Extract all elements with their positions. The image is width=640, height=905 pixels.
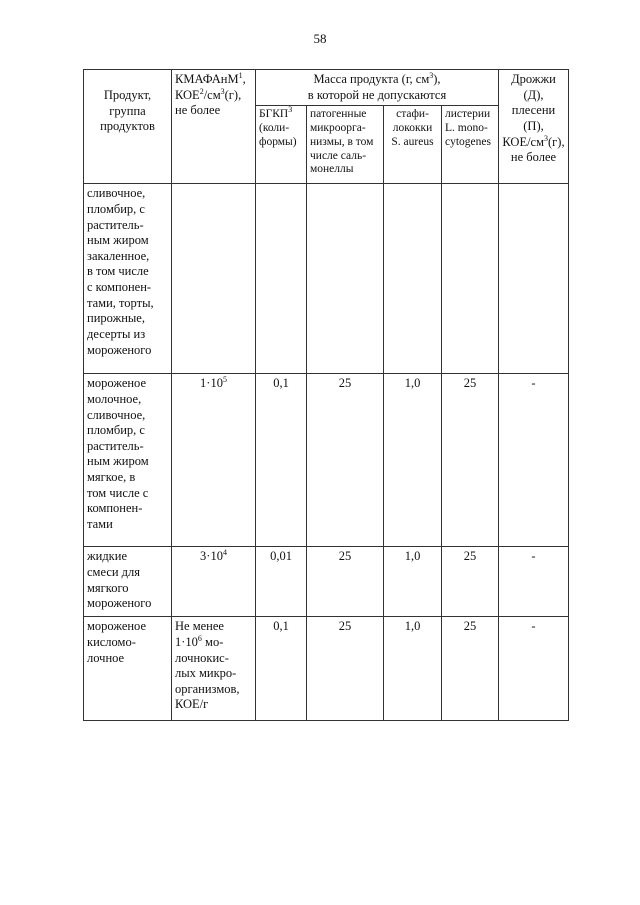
listeria-cell: 25	[442, 547, 499, 617]
kmafanm-exponent: 4	[222, 548, 227, 558]
listeria-cell: 25	[442, 374, 499, 547]
yeast-cell: -	[499, 547, 569, 617]
table-row	[84, 184, 569, 374]
kmafanm-sup1: 1	[238, 70, 243, 80]
header-pathogenic	[307, 106, 384, 184]
product-name: мороженое молочное, сливочное, пломбир, с раститель- ным жиром мягкое, в том числе с компонен- тами	[87, 376, 149, 531]
kmafanm-sup3: 3	[220, 86, 225, 96]
staph-cell: 1,0	[384, 547, 442, 617]
kmafanm-cell	[172, 374, 256, 547]
yeast-cell	[499, 184, 569, 374]
bgkp-cell: 0,1	[256, 374, 307, 547]
kmafanm-prefix: Не менее	[175, 619, 224, 634]
kmafanm-text: КМАФАнМ	[175, 72, 239, 86]
pathogenic-label: патогенные микроорга- низмы, в том числе саль- монеллы	[310, 108, 374, 176]
kmafanm-value: 3·10	[200, 549, 223, 564]
staph-cell: 1,0	[384, 617, 442, 721]
table-row	[84, 547, 569, 617]
product-cell	[84, 547, 172, 617]
bgkp-sup: 3	[288, 105, 293, 115]
mass-sup: 3	[429, 70, 434, 80]
header-listeria	[442, 106, 499, 184]
table-row	[84, 617, 569, 721]
bgkp-cell	[256, 184, 307, 374]
kmafanm-cell	[172, 184, 256, 374]
yeast-sup: 3	[544, 133, 549, 143]
header-product	[84, 70, 172, 184]
kmafanm-unit-mid: /см	[203, 87, 221, 102]
bgkp-cell: 0,01	[256, 547, 307, 617]
header-bgkp	[256, 106, 307, 184]
kmafanm-cell	[172, 617, 256, 721]
yeast-cell: -	[499, 617, 569, 721]
header-product-label: Продукт, группа продуктов	[100, 88, 155, 134]
staph-label: стафи- лококки S. aureus	[391, 108, 434, 148]
header-mass	[256, 70, 499, 106]
product-name: сливочное, пломбир, с раститель- ным жиром закаленное, в том числе с компонен- тами, торты, пирожные, десерты из мороженого	[87, 186, 154, 357]
kmafanm-exponent: 5	[222, 375, 227, 385]
yeast-text-post: (г), не более	[510, 134, 565, 165]
yeast-cell: -	[499, 374, 569, 547]
pathogenic-cell: 25	[307, 617, 384, 721]
header-row-1	[84, 70, 569, 106]
bgkp-text: БГКП	[259, 108, 289, 121]
staph-cell: 1,0	[384, 374, 442, 547]
product-name: жидкие смеси для мягкого мороженого	[87, 549, 152, 611]
header-yeast	[499, 70, 569, 184]
kmafanm-sup2: 2	[199, 86, 204, 96]
kmafanm-exponent: 6	[197, 633, 202, 643]
product-name: мороженое кисломо- лочное	[87, 619, 147, 665]
kmafanm-value: 1·10	[200, 376, 223, 391]
product-cell	[84, 374, 172, 547]
mass-text: Масса продукта (г, см	[313, 72, 430, 86]
listeria-label: листерии L. mono- cytogenes	[445, 108, 491, 148]
pathogenic-cell: 25	[307, 374, 384, 547]
header-kmafanm	[172, 70, 256, 184]
pathogenic-cell: 25	[307, 547, 384, 617]
header-staph	[384, 106, 442, 184]
yeast-text: Дрожжи (Д), плесени (П), КОЕ/см	[502, 72, 556, 149]
pathogenic-cell	[307, 184, 384, 374]
product-cell	[84, 617, 172, 721]
kmafanm-unit: , КОЕ	[175, 72, 246, 102]
kmafanm-limit: (г), не более	[175, 87, 242, 118]
page-number: 58	[313, 31, 327, 46]
kmafanm-value: 1·10	[175, 634, 198, 649]
listeria-cell	[442, 184, 499, 374]
listeria-cell: 25	[442, 617, 499, 721]
bgkp-text-post: (коли- формы)	[259, 122, 297, 148]
mass-text-post: ), в которой не допускаются	[307, 72, 447, 102]
kmafanm-note: мо- лочнокис- лых микро- организмов, КОЕ/г	[175, 634, 240, 712]
microbiology-table	[83, 69, 569, 721]
product-cell	[84, 184, 172, 374]
bgkp-cell: 0,1	[256, 617, 307, 721]
kmafanm-cell	[172, 547, 256, 617]
staph-cell	[384, 184, 442, 374]
table-row	[84, 374, 569, 547]
